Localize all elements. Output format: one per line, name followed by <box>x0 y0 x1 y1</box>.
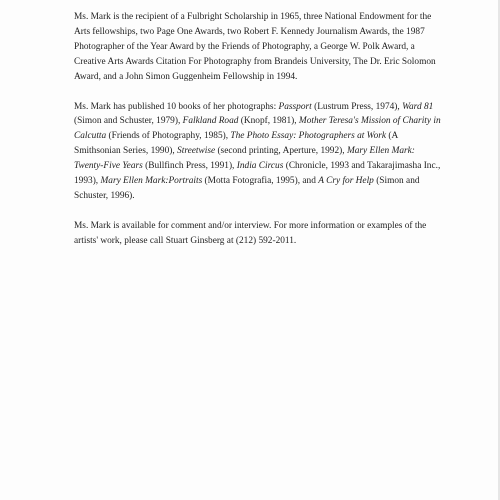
text-segment: (Motta Fotografia, 1995), and <box>202 176 319 187</box>
document-body <box>74 10 446 264</box>
text-segment: (Knopf, 1981), <box>238 116 299 127</box>
paragraph-publications <box>74 100 446 204</box>
text-segment: (Lustrum Press, 1974), <box>311 101 403 112</box>
text-segment: Ms. Mark has published 10 books of her photographs: <box>74 101 279 112</box>
book-title: Streetwise <box>177 146 216 157</box>
book-title: A Cry for Help <box>318 176 374 187</box>
text-segment: (Chronicle, 1993 and Takarajimasha Inc., 1993), <box>74 161 441 187</box>
book-title: Mary Ellen Mark: Twenty-Five Years <box>74 146 415 172</box>
book-title: Falkland Road <box>182 116 239 127</box>
book-title: Mother Teresa's Mission of Charity in Calcutta <box>74 116 441 142</box>
paragraph-awards <box>74 10 446 85</box>
text-segment: (Bullfinch Press, 1991), <box>142 161 237 172</box>
text-segment: (Friends of Photography, 1985), <box>106 131 231 142</box>
book-title: Ward 81 <box>402 101 434 112</box>
book-title: India Circus <box>236 161 284 172</box>
text-segment: Ms. Mark is available for comment and/or interview. For more information or examples of the artists' work, please call Stuart Ginsberg at (212) 592-2011. <box>74 220 427 246</box>
book-title: Mary Ellen Mark:Portraits <box>100 176 203 187</box>
text-segment: Ms. Mark is the recipient of a Fulbright Scholarship in 1965, three National Endowment for the Arts fellowships, two Page One Awards, two Robert F. Kennedy Journalism Awards, the 1987 Photographer of the Year Award by the Friends of Photography, a George W. Polk Award, a Creative Arts Awards Citation For Photography from Brandeis University, The Dr. Eric Solomon Award, and a John Simon Guggenheim Fellowship in 1994. <box>74 12 436 82</box>
text-segment: (Simon and Schuster, 1996). <box>74 176 420 201</box>
text-segment: (A Smithsonian Series, 1990), <box>74 131 398 157</box>
text-segment: (Simon and Schuster, 1979), <box>74 116 183 127</box>
book-title: Passport <box>278 101 312 112</box>
paragraph-contact <box>74 219 446 249</box>
text-segment: (second printing, Aperture, 1992), <box>215 146 347 157</box>
book-title: The Photo Essay: Photographers at Work <box>230 131 387 142</box>
